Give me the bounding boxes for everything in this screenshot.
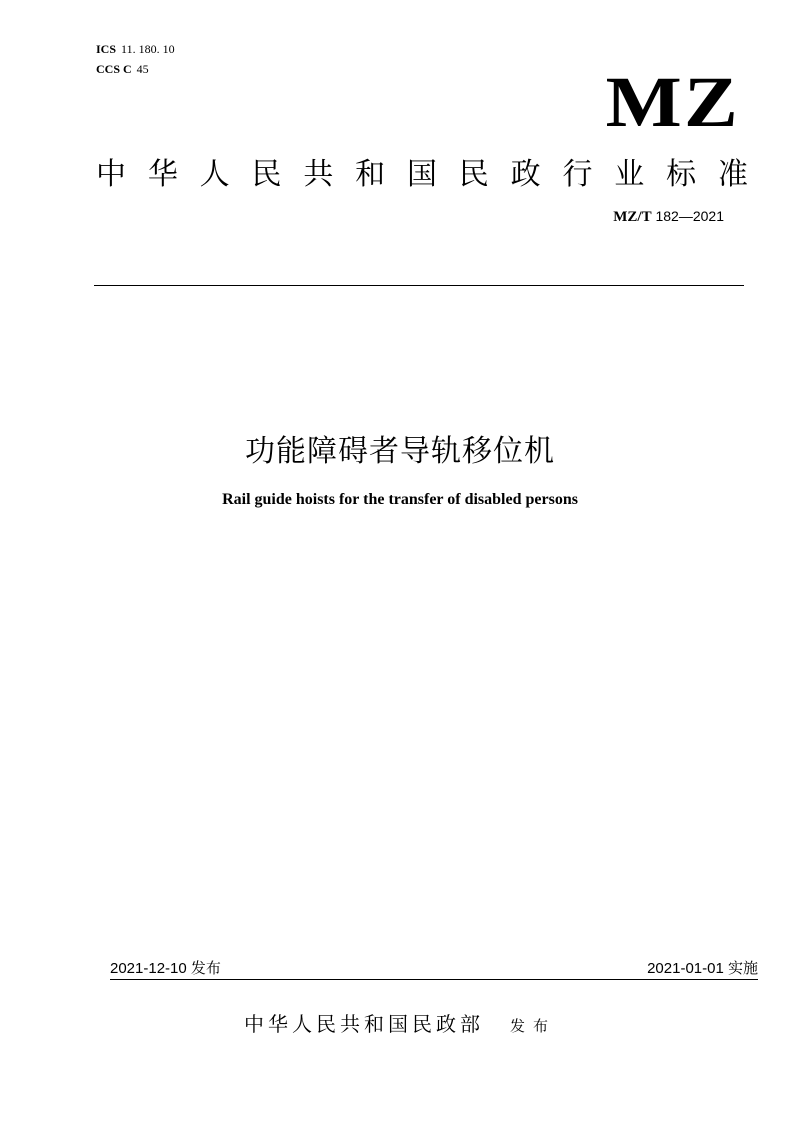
title-char: 行: [562, 157, 593, 192]
ics-code: [96, 41, 175, 57]
title-char: 政: [510, 157, 541, 192]
ccs-code: [96, 61, 149, 77]
date-row: [110, 959, 758, 980]
standard-category-title: [96, 156, 748, 194]
ccs-label: CCS C: [96, 62, 132, 76]
title-char: 民: [251, 157, 282, 192]
title-char: 标: [666, 157, 697, 192]
title-char: 华: [147, 157, 178, 192]
document-title-en: Rail guide hoists for the transfer of disabled persons: [222, 491, 578, 508]
document-title-zh: 功能障碍者导轨移位机: [245, 434, 555, 469]
title-char: 人: [199, 157, 230, 192]
title-char: 中: [96, 157, 126, 192]
ccs-value: 45: [136, 62, 149, 76]
mz-logo: MZ: [605, 62, 740, 142]
publisher-release: 发布: [509, 1017, 556, 1035]
issue-date: 2021-12-10 发布: [110, 960, 221, 977]
publisher-line: [0, 1010, 800, 1040]
standard-number-value: 182—2021: [655, 208, 724, 224]
publisher-org: 中华人民共和国民政部: [243, 1012, 484, 1036]
title-char: 共: [303, 157, 334, 192]
title-char: 和: [355, 157, 386, 192]
title-char: 国: [406, 157, 437, 192]
ics-label: ICS: [96, 42, 117, 56]
title-char: 民: [458, 157, 489, 192]
standard-number-prefix: MZ/T: [613, 209, 652, 225]
header-divider: [94, 285, 744, 286]
title-char: 准: [717, 157, 748, 192]
implement-date: 2021-01-01 实施: [647, 960, 758, 977]
title-char: 业: [614, 157, 645, 192]
standard-number: [613, 206, 724, 227]
ics-value: 11. 180. 10: [121, 42, 175, 56]
